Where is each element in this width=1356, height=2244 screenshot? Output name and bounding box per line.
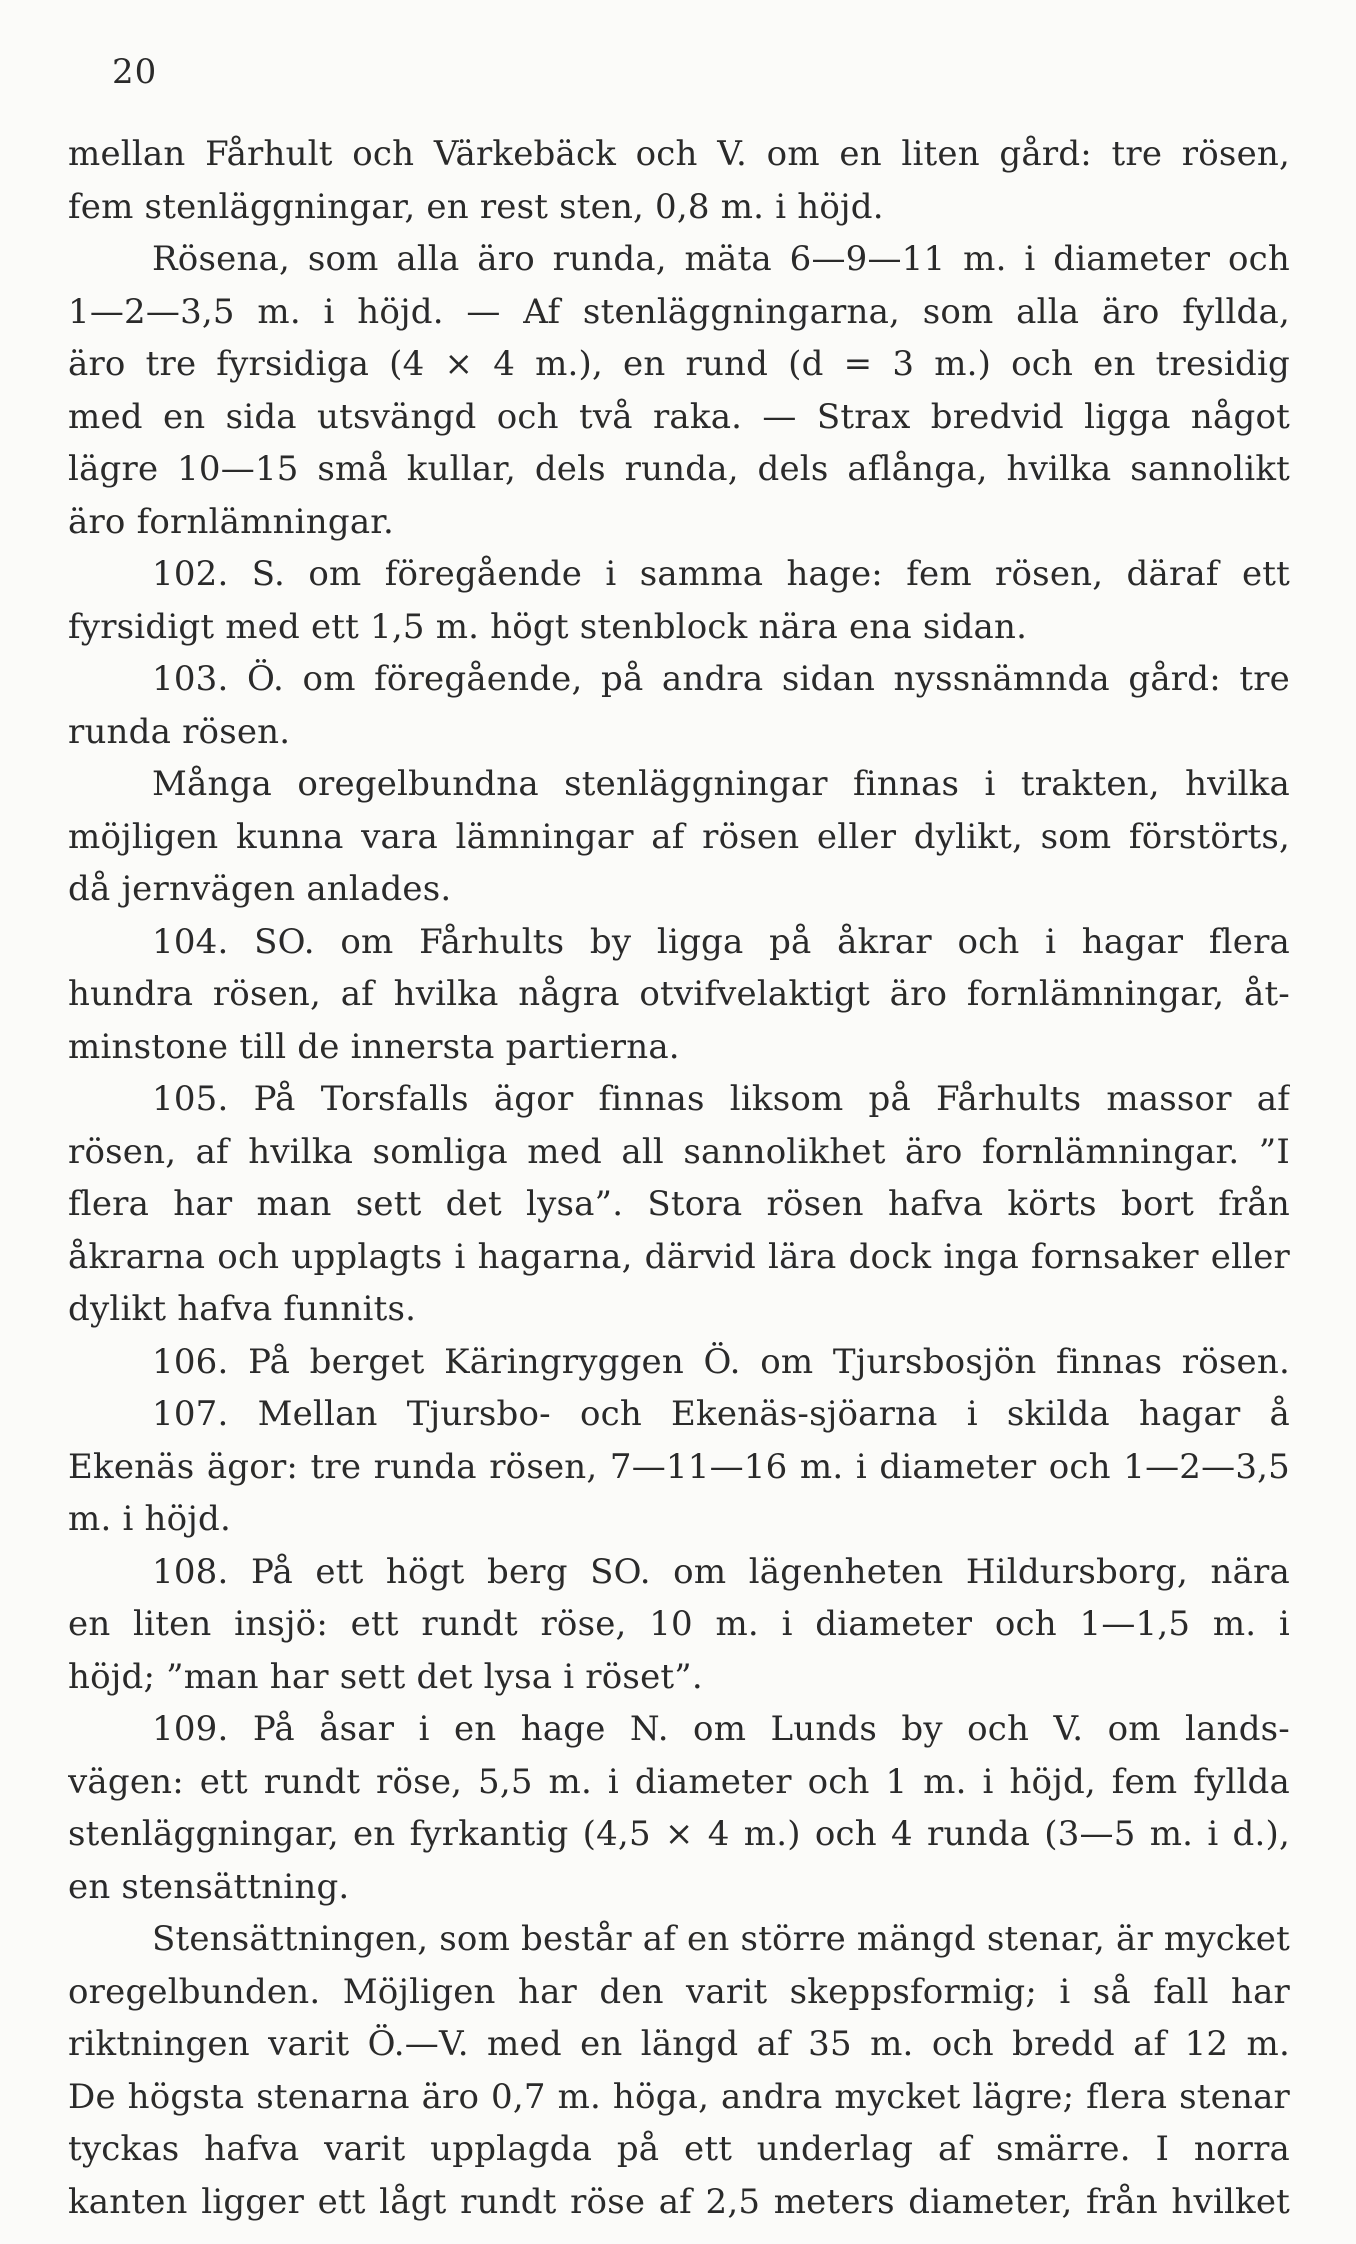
- body-text: [68, 128, 1290, 2228]
- text-line: åkrarna och upplagts i hagarna, därvid lära dock inga fornsaker eller: [68, 1236, 1290, 1277]
- text-line: kanten ligger ett lågt rundt röse af 2,5 meters diameter, från hvilket: [68, 2181, 1290, 2222]
- text-line: stenläggningar, en fyrkantig (4,5 × 4 m.) och 4 runda (3—5 m. i d.),: [68, 1814, 1290, 1854]
- text-line: De högsta stenarna äro 0,7 m. höga, andra mycket lägre; flera stenar: [68, 2076, 1290, 2117]
- page-number: 20: [112, 52, 158, 92]
- text-line: med en sida utsvängd och två raka. — Strax bredvid ligga något: [68, 396, 1290, 437]
- text-line: Många oregelbundna stenläggningar finnas i trakten, hvilka: [152, 764, 1290, 804]
- text-line: då jernvägen anlades.: [68, 869, 452, 909]
- text-line: mellan Fårhult och Värkebäck och V. om en liten gård: tre rösen,: [68, 134, 1290, 174]
- text-line: en liten insjö: ett rundt röse, 10 m. i diameter och 1—1,5 m. i: [68, 1604, 1290, 1644]
- text-line: Stensättningen, som består af en större mängd stenar, är mycket: [152, 1919, 1290, 1959]
- text-line: 109. På åsar i en hage N. om Lunds by och V. om lands-: [152, 1709, 1290, 1749]
- text-line: en stensättning.: [68, 1866, 350, 1907]
- text-line: minstone till de innersta partierna.: [68, 1026, 680, 1067]
- text-line: 106. På berget Käringryggen Ö. om Tjursbosjön finnas rösen.: [152, 1341, 1290, 1382]
- text-line: 104. SO. om Fårhults by ligga på åkrar och i hagar flera: [152, 921, 1290, 962]
- text-line: tyckas hafva varit upplagda på ett underlag af smärre. I norra: [68, 2129, 1290, 2169]
- text-line: riktningen varit Ö.—V. med en längd af 35 m. och bredd af 12 m.: [68, 2024, 1290, 2064]
- text-line: möjligen kunna vara lämningar af rösen eller dylikt, som förstörts,: [68, 816, 1290, 857]
- text-line: äro tre fyrsidiga (4 × 4 m.), en rund (d = 3 m.) och en tresidig: [68, 344, 1290, 384]
- text-line: Ekenäs ägor: tre runda rösen, 7—11—16 m. i diameter och 1—2—3,5: [68, 1446, 1290, 1487]
- text-line: 107. Mellan Tjursbo- och Ekenäs-sjöarna i skilda hagar å: [152, 1394, 1290, 1434]
- text-line: m. i höjd.: [68, 1499, 232, 1539]
- text-line: 108. På ett högt berg SO. om lägenheten Hildursborg, nära: [152, 1551, 1290, 1592]
- text-line: höjd; ”man har sett det lysa i röset”.: [68, 1656, 703, 1697]
- text-line: 1—2—3,5 m. i höjd. — Af stenläggningarna, som alla äro fyllda,: [68, 291, 1290, 332]
- text-line: oregelbunden. Möjligen har den varit skeppsformig; i så fall har: [68, 1971, 1290, 2012]
- text-line: fem stenläggningar, en rest sten, 0,8 m. i höjd.: [68, 186, 884, 227]
- text-line: fyrsidigt med ett 1,5 m. högt stenblock nära ena sidan.: [68, 606, 1028, 647]
- text-line: lägre 10—15 små kullar, dels runda, dels aflånga, hvilka sannolikt: [68, 449, 1290, 489]
- text-line: hundra rösen, af hvilka några otvifvelaktigt äro fornlämningar, åt-: [68, 974, 1290, 1014]
- text-line: rösen, af hvilka somliga med all sannolikhet äro fornlämningar. ”I: [68, 1131, 1290, 1172]
- text-line: äro fornlämningar.: [68, 501, 395, 542]
- text-line: 103. Ö. om föregående, på andra sidan nyssnämnda gård: tre: [152, 659, 1290, 699]
- text-line: runda rösen.: [68, 711, 291, 752]
- text-line: vägen: ett rundt röse, 5,5 m. i diameter och 1 m. i höjd, fem fyllda: [68, 1761, 1290, 1802]
- text-line: 105. På Torsfalls ägor finnas liksom på Fårhults massor af: [152, 1079, 1290, 1119]
- text-line: flera har man sett det lysa”. Stora rösen hafva körts bort från: [68, 1184, 1290, 1224]
- text-line: dylikt hafva funnits.: [68, 1289, 417, 1329]
- text-line: 102. S. om föregående i samma hage: fem rösen, däraf ett: [152, 554, 1290, 594]
- text-line: Rösena, som alla äro runda, mäta 6—9—11 m. i diameter och: [152, 239, 1290, 279]
